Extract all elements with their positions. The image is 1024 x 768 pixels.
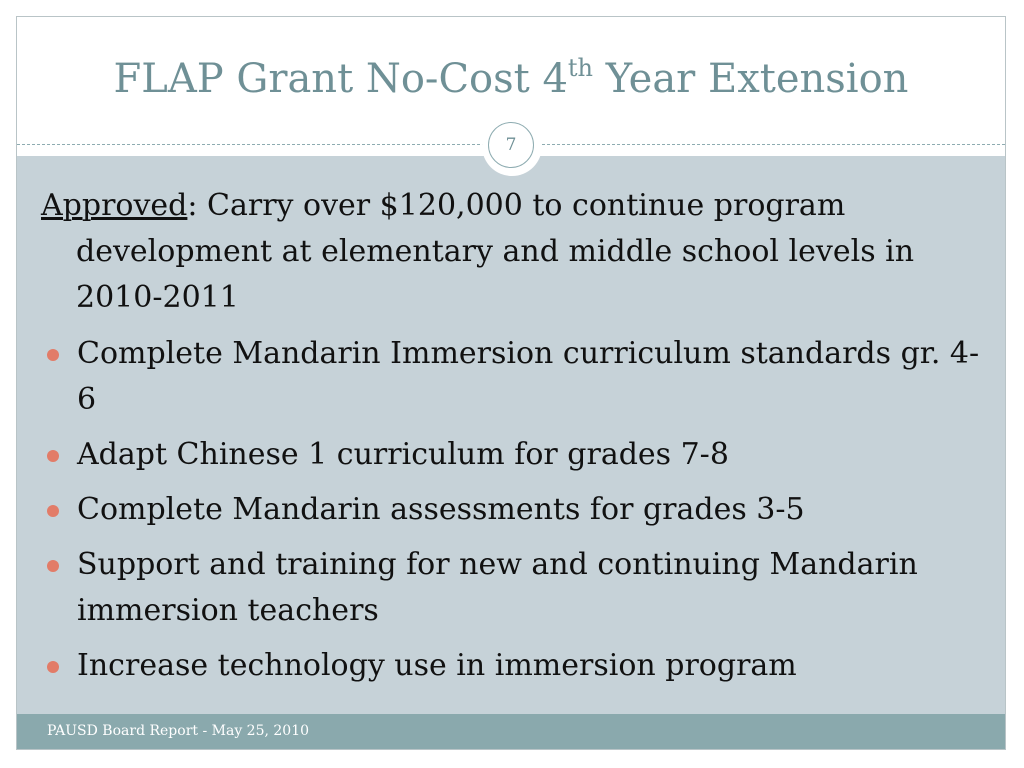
approved-text: : Carry over $120,000 to continue program development at elementary and middle school levels in 2010-2011 — [76, 188, 915, 315]
title-superscript: th — [567, 53, 594, 82]
bullet-text: Increase technology use in immersion program — [77, 648, 797, 683]
approved-paragraph — [41, 183, 985, 321]
approved-label: Approved — [41, 188, 188, 223]
slide-number-badge — [482, 116, 542, 176]
slide-footer — [17, 714, 1005, 749]
slide-title — [17, 53, 1005, 105]
footer-text: PAUSD Board Report - May 25, 2010 — [47, 723, 310, 739]
bullet-item — [41, 432, 985, 478]
bullet-icon — [47, 349, 59, 361]
bullet-item — [41, 542, 985, 634]
bullet-icon — [47, 450, 59, 462]
bullet-icon — [47, 560, 59, 572]
bullet-item — [41, 487, 985, 533]
slide — [16, 16, 1006, 750]
bullet-item — [41, 331, 985, 423]
bullet-text: Complete Mandarin assessments for grades 3-5 — [77, 492, 805, 527]
slide-body — [41, 183, 985, 698]
title-main: FLAP Grant No-Cost 4 — [113, 56, 568, 102]
bullet-item — [41, 643, 985, 689]
bullet-text: Adapt Chinese 1 curriculum for grades 7-8 — [77, 437, 729, 472]
bullet-icon — [47, 505, 59, 517]
bullet-text: Complete Mandarin Immersion curriculum standards gr. 4-6 — [77, 336, 980, 417]
bullet-icon — [47, 661, 59, 673]
bullet-text: Support and training for new and continuing Mandarin immersion teachers — [77, 547, 918, 628]
title-end: Year Extension — [593, 56, 909, 102]
slide-number: 7 — [488, 122, 534, 168]
